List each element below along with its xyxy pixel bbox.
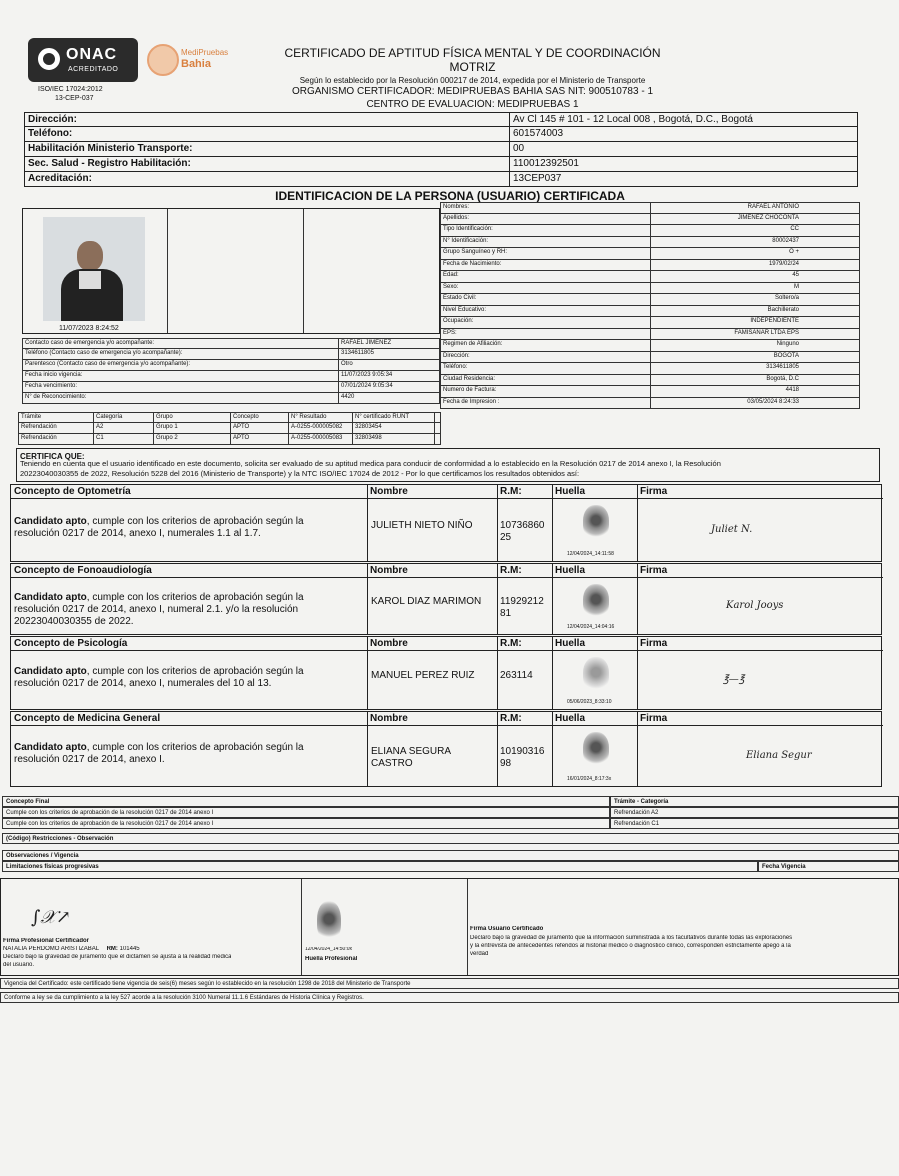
person-row [440,340,860,352]
tramite-cell: N° certificado RUNT [353,413,435,422]
col-rm: R.M: [497,637,552,651]
prof-fp-time: 12/04/2024_14:50:0x [305,947,352,952]
person-value: 80002437 [772,237,799,244]
tramite-cell: APTO [231,423,289,433]
person-row [440,363,860,375]
concept-apto: Candidato apto [14,666,87,677]
professional-rm [500,520,552,544]
person-value: RAFAEL ANTONIO [747,204,799,210]
user-decl-2: y la entrevista de antecedentes referidos al historial médico o diagnóstico clínico, corresponden estrictamente apego a la [470,943,791,949]
concept-text-line: resolución 0217 de 2014, anexo I, numerales 1.1 al 1.7. [14,528,261,539]
certifica-title: CERTIFICA QUE: [20,452,85,461]
prof-title: Firma Profesional Certificador [3,938,90,944]
prof-decl-1: Declaro bajo la gravedad de juramento que el dictamen se ajusta a la realidad medica [3,954,232,960]
contact-label: Fecha inicio vigencia: [23,371,339,381]
rm-line: 98 [500,758,512,769]
column-divider [367,485,368,561]
person-value: JIMENEZ CHOCONTA [737,214,799,221]
column-divider [367,637,368,709]
professional-signature: Eliana Segur [746,750,812,761]
fingerprint-icon [583,505,609,539]
contact-value: RAFAEL JIMENEZ [341,340,392,346]
contact-row [22,360,440,371]
onac-word: ONAC [66,46,118,63]
person-label: Apellidos: [441,214,651,225]
professional-name-line: KAROL DIAZ MARIMON [371,596,482,607]
professional-rm [500,596,552,620]
col-huella: Huella [552,712,637,726]
person-value: 45 [792,272,799,278]
concept-text-line: resolución 0217 de 2014, anexo I, numeral 2.1. y/o la resolución [14,604,299,615]
person-row [440,352,860,364]
certifica-line2: 20223040030355 de 2022, Resolución 5228 del 2016 (Ministerio de Transporte) y la NTC ISO/IEC 17024 de 2012 - Por lo que certificamos los resultados obtenidos así: [20,470,580,478]
rm-line: 25 [500,532,512,543]
professional-signature: ℥—℥ [723,674,745,685]
center-info-value: 601574003 [513,128,564,139]
resolution-line: Según lo establecido por la Resolución 000217 de 2014, expedida por el Ministerio de Transporte [299,76,646,85]
prof-rm: 101445 [119,946,140,952]
column-divider [367,712,368,786]
tramite-cell: A-0255-000005082 [289,423,353,433]
fingerprint-time: 12/04/2024_14:04:16 [567,624,615,630]
professional-name-line: JULIETH NIETO NIÑO [371,520,473,531]
tramite-header [18,412,441,423]
medipruebas-logo [145,42,240,80]
person-row [440,214,860,226]
center-info-value: 00 [513,143,525,154]
user-title: Firma Usuario Certificado [470,926,544,932]
fingerprint-time: 16/01/2024_8:17:3x [567,776,612,782]
person-label: Nombres: [441,203,651,213]
tramite-cell: A2 [94,423,154,433]
center-info-row [24,172,858,187]
tramite-cell: Trámite [19,413,94,422]
col-nombre: Nombre [367,564,497,578]
person-value: 4418 [785,387,799,393]
restricciones: (Código) Restricciones - Observación [2,833,899,844]
center-info-value: 13CEP037 [513,173,562,184]
person-label: Sexo: [441,283,651,294]
person-value: Soltero/a [774,295,799,301]
contact-label: Teléfono (Contacto caso de emergencia y/o acompañante): [23,349,339,359]
person-row [440,260,860,272]
col-firma: Firma [637,564,883,578]
huella-profesional: Huella Profesional [305,956,358,962]
person-value: INDEPENDIENTE [750,318,799,324]
person-row [440,398,860,410]
certificate-title: CERTIFICADO DE APTITUD FÍSICA MENTAL Y DE COORDINACIÓN MOTRIZ [284,46,661,74]
concept-section [10,636,882,710]
concept-apto: Candidato apto [14,742,87,753]
person-value: Bogotá, D.C [766,375,799,382]
professional-name [371,670,495,682]
contact-label: Parentesco (Contacto caso de emergencia y/o acompañante): [23,360,339,370]
fingerprint-time: 12/04/2024_14:11:58 [567,551,614,557]
contact-row [22,338,440,349]
person-label: Regimen de Afiliación: [441,340,651,351]
center-info-label: Acreditación: [25,172,510,186]
limitaciones: Limitaciones físicas progresivas [2,861,758,872]
concept-text-line: resolución 0217 de 2014, anexo I. [14,754,165,765]
col-nombre: Nombre [367,637,497,651]
concept-text-part: , cumple con los criterios de aprobación según la [86,742,304,753]
col-nombre: Nombre [367,485,497,499]
concept-text [14,592,364,628]
logo-big-text: Bahia [181,58,211,70]
person-row [440,283,860,295]
final-line-2: Cumple con los criterios de aprobación de la resolución 0217 de 2014 anexo I [2,818,610,829]
professional-name [371,520,495,532]
rm-line: 10190316 [500,746,545,757]
professional-name [371,746,495,770]
tramite-cell: Concepto [231,413,289,422]
person-label: EPS: [441,329,651,340]
column-divider [637,485,638,561]
concept-section [10,711,882,787]
person-row [440,375,860,387]
tramite-cell: APTO [231,434,289,444]
column-divider [552,637,553,709]
person-value: 03/05/2024 8:24:33 [747,398,799,405]
contact-row [22,349,440,360]
onac-logo [28,38,138,82]
tramite-cell: Grupo 2 [154,434,231,444]
tramite-cell: Grupo [154,413,231,422]
professional-name [371,596,495,608]
tramite-categoria: Trámite - Categoría [610,796,899,807]
concepto-final: Concepto Final [2,796,610,807]
person-value: CC [790,226,799,232]
center-info-value: 110012392501 [513,158,579,169]
final-line-1-right: Refrendación A2 [610,807,899,818]
tramite-cell: Categoría [94,413,154,422]
concept-text-line [14,666,364,678]
concept-text [14,666,364,690]
person-label: Teléfono: [441,363,651,374]
concept-text-line [14,516,364,528]
center-info-label: Dirección: [25,113,510,126]
column-divider [497,637,498,709]
tramite-cell: Grupo 1 [154,423,231,433]
person-label: Dirección: [441,352,651,363]
col-rm: R.M: [497,564,552,578]
person-row [440,271,860,283]
rm-line: 263114 [500,670,533,681]
concept-text-part: , cumple con los criterios de aprobación según la [86,516,304,527]
column-divider [637,564,638,634]
person-row [440,202,860,214]
person-label: Grupo Sanguíneo y RH: [441,248,651,259]
column-divider [552,485,553,561]
person-row [440,386,860,398]
person-label: Tipo Identificación: [441,225,651,236]
person-label: Fecha de Impresion : [441,398,651,409]
photo-area [22,208,440,334]
professional-signature: ∫𝒳↗ [31,907,71,928]
prof-name-row [3,946,140,953]
col-huella: Huella [552,564,637,578]
concept-title: Concepto de Fonoaudiología [11,564,367,578]
rm-line: 10736860 [500,520,545,531]
col-huella: Huella [552,485,637,499]
column-divider [637,637,638,709]
person-label: Ciudad Residencia: [441,375,651,386]
person-label: N° Identificación: [441,237,651,248]
contact-value: Otro [341,361,353,367]
fingerprint-icon [583,657,609,691]
center-info-row [24,142,858,157]
tramite-cell: C1 [94,434,154,444]
person-value: 1979/02/24 [768,260,799,267]
rm-line: 81 [500,608,512,619]
photo-timestamp: 11/07/2023 8:24:52 [59,325,119,332]
person-label: Nivel Educativo: [441,306,651,317]
center-info-row [24,127,858,142]
concept-text-part: , cumple con los criterios de aprobación según la [86,592,304,603]
col-firma: Firma [637,485,883,499]
concept-text-line: 20223040030355 de 2022. [14,616,134,627]
contact-value: 3134611805 [341,350,374,356]
user-decl-3: verdad [470,951,489,957]
certifica-box [16,448,880,482]
concept-text-line [14,592,364,604]
medipruebas-circle-icon [147,44,179,76]
col-rm: R.M: [497,485,552,499]
professional-name-line: MANUEL PEREZ RUIZ [371,670,475,681]
concept-text-part: , cumple con los criterios de aprobación según la [86,666,304,677]
footer-vigencia: Vigencia del Certificado: este certificado tiene vigencia de seis(6) meses según lo establecido en la resolución 1298 de 2018 del Ministerio de Transporte [0,978,899,989]
evaluation-center: CENTRO DE EVALUACIÓN: MEDIPRUEBAS 1 [366,99,579,110]
prof-rm-label: RM: [106,946,118,952]
center-info-table [24,112,858,188]
contact-label: Contacto caso de emergencia y/o acompañante: [23,339,339,348]
person-value: FAMISANAR LTDA EPS [734,329,799,336]
fingerprint-time: 05/06/2023_8:33:10 [567,699,612,705]
tramite-row [18,434,441,445]
contact-label: Fecha vencimiento: [23,382,339,392]
user-decl-1: Declaro bajo la gravedad de juramento que la información suministrada a los facultativos durante todas las exploraciones [470,935,793,941]
professional-rm [500,670,552,682]
certifica-line1: Teniendo en cuenta que el usuario identificado en este documento, solicita ser evaluado de su aptitud medica para conducir de conformidad a lo establecido en la Resolución 0217 de 2014 anexo I, la Resolución [20,460,721,468]
contact-value: 07/01/2024 9:05:34 [341,383,393,389]
person-row [440,317,860,329]
professional-rm [500,746,552,770]
center-info-label: Sec. Salud - Registro Habilitación: [25,157,510,171]
person-value: M [794,283,799,290]
contact-value: 4420 [341,394,355,400]
person-photo [43,217,145,321]
person-label: Fecha de Nacimiento: [441,260,651,271]
contact-row [22,371,440,382]
fingerprint-icon [583,584,609,618]
tramite-cell: N° Resultado [289,413,353,422]
tramite-row [18,423,441,434]
person-row [440,294,860,306]
concept-apto: Candidato apto [14,516,87,527]
organism-line: ORGANISMO CERTIFICADOR: MEDIPRUEBAS BAHIA SAS NIT: 900510783 - 1 [291,86,654,97]
column-divider [367,564,368,634]
onac-ring-icon [38,48,60,70]
footer-conforme: Conforme a ley se da cumplimiento a la ley 527 acorde a la resolución 3100 Numeral 11.1.6 Estándares de Historia Clínica y Registros. [0,992,899,1003]
person-row [440,329,860,341]
concept-text-line [14,742,364,754]
center-info-label: Habilitación Ministerio Transporte: [25,142,510,156]
final-line-1: Cumple con los criterios de aprobación de la resolución 0217 de 2014 anexo I [2,807,610,818]
concept-text-line: resolución 0217 de 2014, anexo I, numerales del 10 al 13. [14,678,272,689]
column-divider [552,712,553,786]
observaciones: Observaciones / Vigencia [2,850,899,861]
column-divider [637,712,638,786]
person-row [440,237,860,249]
concept-title: Concepto de Optometría [11,485,367,499]
final-line-2-right: Refrendación C1 [610,818,899,829]
person-value: O + [789,249,799,255]
contact-row [22,382,440,393]
person-label: Ocupación: [441,317,651,328]
prof-fingerprint-icon [317,901,341,941]
concept-title: Concepto de Psicología [11,637,367,651]
onac-sub: ACREDITADO [68,66,119,73]
person-value: 3134611805 [766,364,799,370]
concept-section [10,563,882,635]
concept-text [14,742,364,766]
prof-name: NATALIA PERDOMO ARISTIZABAL [3,946,99,952]
person-label: Estado Civil: [441,294,651,305]
contact-label: N° de Reconocimiento: [23,393,339,403]
column-divider [497,712,498,786]
center-info-label: Teléfono: [25,127,510,141]
person-value: Bachillerato [767,306,799,313]
contact-value: 11/07/2023 9:05:34 [341,372,393,378]
professional-name-line: ELIANA SEGURA [371,746,452,757]
tramite-cell: A-0255-000005083 [289,434,353,444]
iso-code: 13-CEP-037 [55,95,94,102]
concept-apto: Candidato apto [14,592,87,603]
identification-title: IDENTIFICACION DE LA PERSONA (USUARIO) CERTIFICADA [275,190,625,203]
person-value: BOGOTA [773,352,799,359]
prof-decl-2: del usuario. [3,962,35,968]
center-info-row [24,157,858,172]
concept-title: Concepto de Medicina General [11,712,367,726]
col-firma: Firma [637,712,883,726]
column-divider [497,564,498,634]
person-row [440,248,860,260]
col-firma: Firma [637,637,883,651]
signature-section [0,878,899,976]
contact-row [22,393,440,404]
col-rm: R.M: [497,712,552,726]
tramite-cell: Refrendación [19,423,94,433]
col-huella: Huella [552,637,637,651]
rm-line: 11929212 [500,596,544,607]
column-divider [497,485,498,561]
professional-signature: Karol Jooys [726,600,784,611]
center-info-row [24,112,858,127]
tramite-cell: 32803498 [353,434,435,444]
tramite-cell: 32803454 [353,423,435,433]
professional-name-line: CASTRO [371,758,413,769]
person-label: Numero de Factura: [441,386,651,397]
logo-small-text: MediPruebas [181,48,229,57]
person-label: Edad: [441,271,651,282]
person-row [440,306,860,318]
concept-text [14,516,364,540]
person-row [440,225,860,237]
professional-signature: Juliet N. [711,524,753,535]
person-value: Ninguno [776,341,799,347]
tramite-cell: Refrendación [19,434,94,444]
center-info-value: Av Cl 145 # 101 - 12 Local 008 , Bogotá, D.C., Bogotá [513,114,753,125]
col-nombre: Nombre [367,712,497,726]
concept-section [10,484,882,562]
fecha-vigencia: Fecha Vigencia [758,861,899,872]
column-divider [552,564,553,634]
fingerprint-icon [583,732,609,766]
iso-label: ISO/IEC 17024:2012 [38,86,103,93]
